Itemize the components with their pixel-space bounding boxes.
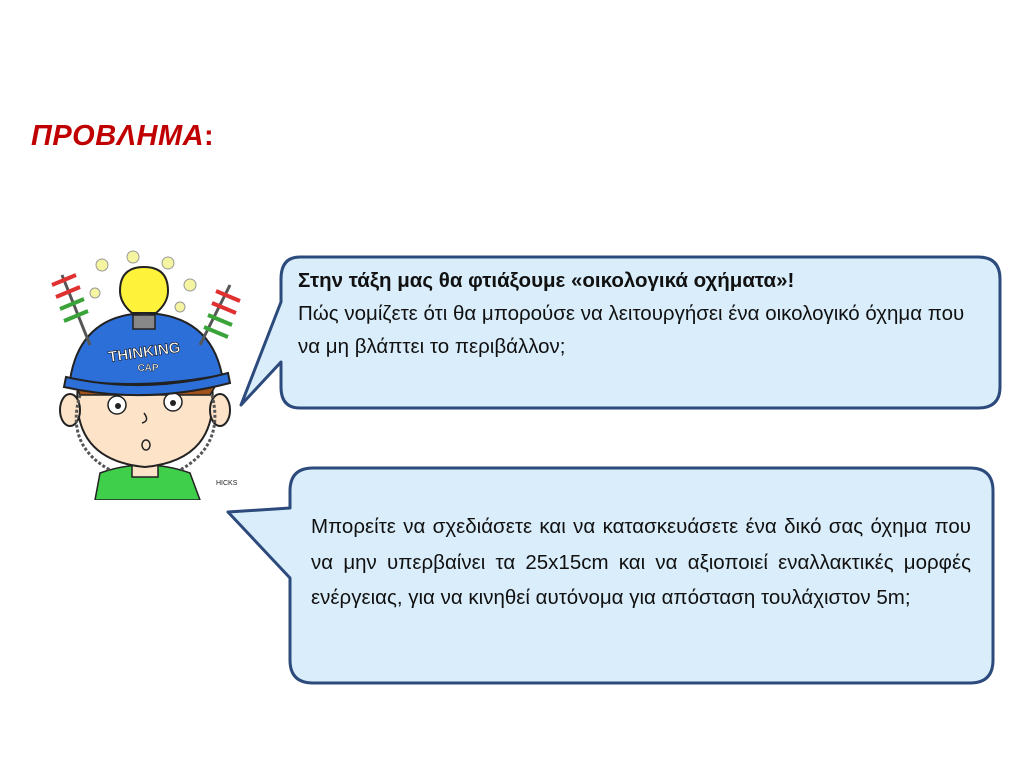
artist-signature: HICKS bbox=[216, 480, 238, 487]
face bbox=[77, 385, 213, 467]
bubble-bottom-text: Μπορείτε να σχεδιάσετε και να κατασκευάσετε ένα δικό σας όχημα που να μην υπερβαίνει τα 25x15cm και να αξιοποιεί εναλλακτικές μορφές ενέργειας, για να κινηθεί αυτόνομα για απόσταση τουλάχιστον 5m; bbox=[311, 515, 971, 609]
bulb-base bbox=[133, 315, 155, 329]
title-colon: : bbox=[204, 120, 215, 152]
bubble-top-text bbox=[298, 264, 978, 363]
thinking-cap-boy-illustration bbox=[40, 245, 250, 500]
lightbulb-icon bbox=[120, 267, 168, 313]
bubble-top-body: Πώς νομίζετε ότι θα μπορούσε να λειτουργήσει ένα οικολογικό όχημα που να μη βλάπτει το περιβάλλον; bbox=[298, 302, 965, 358]
cap-text-cap: CAP bbox=[137, 363, 159, 374]
bubble-top-heading: Στην τάξη μας θα φτιάξουμε «οικολογικά οχήματα»! bbox=[298, 269, 795, 292]
title-text: ΠΡΟΒΛΗΜΑ bbox=[31, 120, 205, 152]
right-ear bbox=[210, 394, 230, 426]
cap-text-thinking: THINKING bbox=[107, 339, 182, 367]
